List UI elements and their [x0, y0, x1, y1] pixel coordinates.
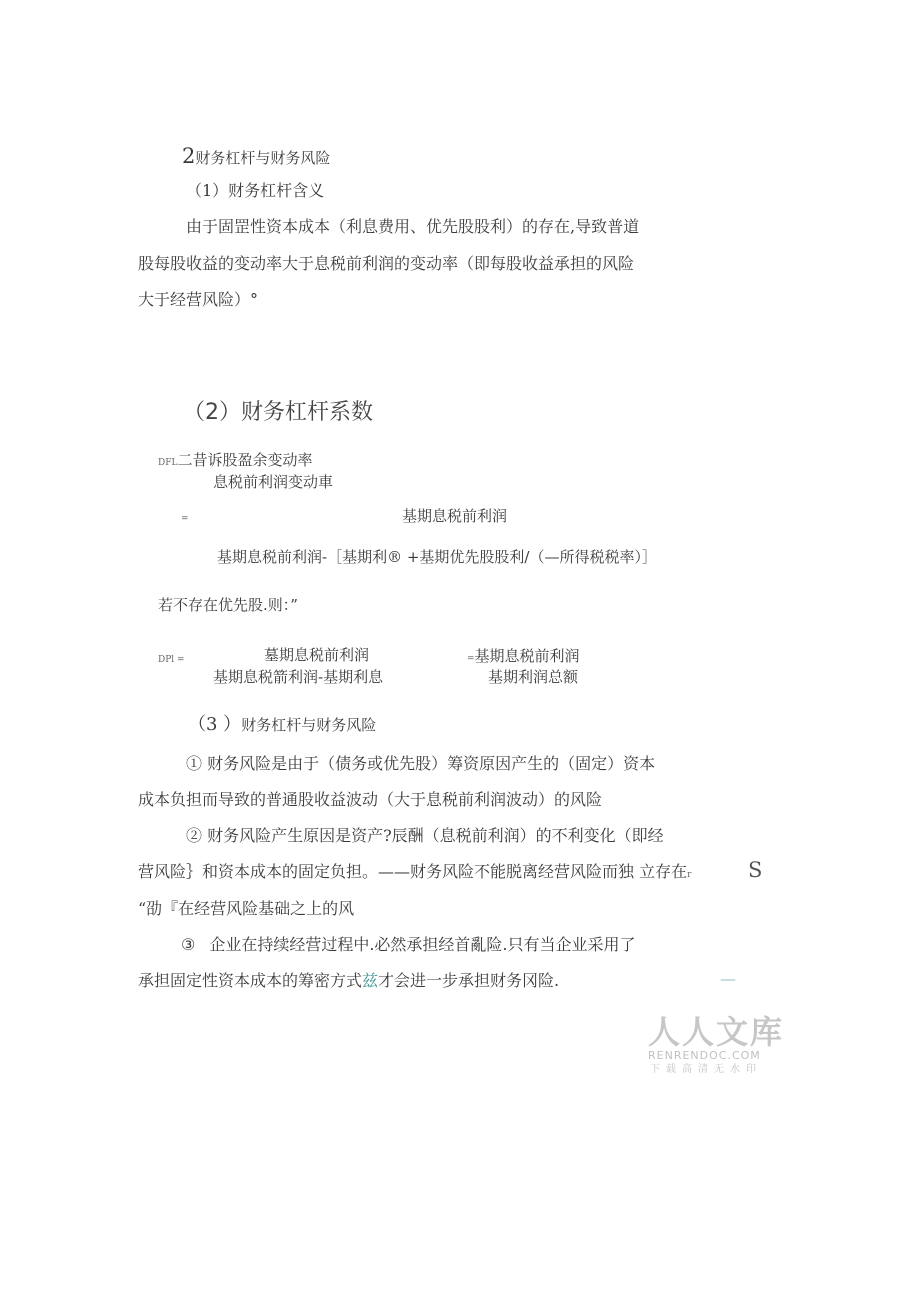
- list-item-line: “劭『在经营风险基础之上的风: [138, 899, 355, 918]
- small-mark: r: [687, 870, 692, 880]
- dfl-formula: [158, 452, 312, 468]
- subheading-2: （2）财务杠杆系数: [183, 400, 373, 425]
- dpi-numerator-right: 基期息税前利润: [474, 647, 580, 665]
- dpi-numerator-left: 墓期息税前利润: [264, 646, 370, 664]
- section-number: 2: [182, 144, 196, 168]
- list-item-line: [138, 973, 559, 989]
- paragraph-line: 股每股收益的变动率大于息税前利润的变动率（即每股收益承担的风险: [138, 254, 635, 273]
- list-item-text: 营风险｝和资本成本的固定负担。——财务风险不能脱离经营风险而独 立存在: [138, 862, 688, 881]
- dpi-denominator-right: 基期利润总额: [488, 668, 579, 686]
- dpi-right-numerator: [467, 648, 580, 664]
- dfl-label: DFL: [158, 458, 178, 468]
- list-item-text: 才会进一步承担财务冈险.: [378, 971, 560, 990]
- dpi-label: DPl =: [158, 655, 185, 665]
- subheading-1: （1）财务杠杆含义: [186, 181, 325, 200]
- dfl-numerator: 二昔诉股盈余变动率: [177, 451, 313, 469]
- dfl-denominator: 息税前利润变动車: [213, 473, 334, 491]
- highlighted-char: 兹: [362, 971, 379, 990]
- list-item-text: 承担固定性资本成本的筹密方式: [138, 971, 363, 990]
- equals-sign: =: [467, 654, 475, 664]
- paragraph-line: 由于固罡性资本成本（利息费用、优先股股利）的存在,导致普道: [186, 217, 640, 236]
- section-title: 财务杠杆与财务风险: [195, 149, 331, 167]
- watermark-brand: 人人文库: [648, 1013, 785, 1051]
- list-item-line: [181, 937, 636, 953]
- condition-text: 若不存在优先股.则：”: [158, 596, 298, 614]
- dpi-denominator-left: 基期息税箭利润-基期利息: [213, 668, 384, 686]
- equals-sign: =: [181, 514, 189, 524]
- list-item-line: 成本负担而导致的普通股收益波动（大于息税前利润波动）的风险: [138, 790, 603, 809]
- watermark-tagline: 下载高清无水印: [650, 1064, 762, 1075]
- list-item-line: ① 财务风险是由于（债务或优先股）筹资原因产生的（固定）资本: [186, 754, 656, 773]
- section-heading: [182, 146, 330, 167]
- list-item-line: ② 财务风险产生原因是资产?辰酬（息税前利润）的不利变化（即经: [186, 826, 664, 845]
- list-item-number: ③: [181, 935, 196, 954]
- subheading-text: 财务杠杆与财务风险: [241, 716, 377, 734]
- subheading-number: （3 ）: [188, 714, 242, 735]
- trailing-dash: —: [720, 969, 736, 988]
- formula-denominator: 基期息税前利润-［基期利® +基期优先股股利/（—所得税税率）］: [217, 548, 657, 566]
- list-item-line: [138, 864, 691, 880]
- paragraph-line: 大于经营风险）°: [138, 290, 259, 309]
- watermark-url: RENRENDOC.COM: [648, 1049, 761, 1062]
- formula-numerator: 基期息税前利润: [402, 507, 508, 525]
- stray-letter: S: [748, 858, 763, 882]
- subheading-3: [188, 716, 376, 734]
- list-item-text: 企业在持续经营过程中.必然承担经首亂险.只有当企业采用了: [209, 935, 636, 954]
